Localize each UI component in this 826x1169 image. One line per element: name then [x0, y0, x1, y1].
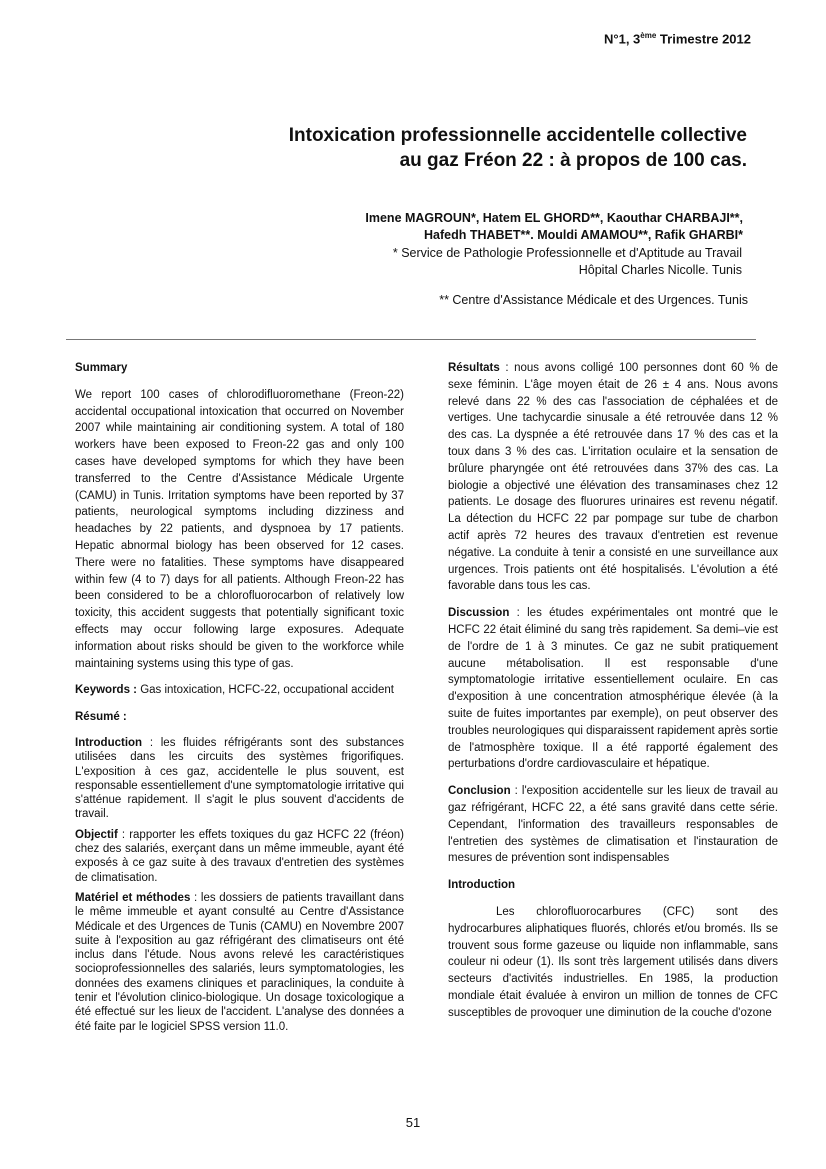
summary-text: We report 100 cases of chlorodifluoromethane (Freon-22) accidental occupational intoxication that occurred on November 2007 while maintaining air conditioning system. A total of 180 workers have been exposed to Freon-22 gas and only 100 cases have developed symptoms for which they have been transferred to the Centre d'Assistance Médicale Urgente (CAMU) in Tunis. Irritation symptoms have been reported by 37 patients, neurological symptoms including dizziness and headaches by 22 patients, and dyspnoea by 17 patients. Hepatic abnormal biology has been observed for 12 cases. There were no fatalities. These symptoms have disappeared within few (4 to 7) days for all patients. Although Freon-22 has been considered to be a chlorofluorocarbon of relatively low toxicity, this accident suggests that potentially significant toxic effects may occur following large exposures. Adequate information about risks should be given to the workforce while maintaining systems using this type of gas. — [75, 388, 404, 670]
author-list: Imene MAGROUN*, Hatem EL GHORD**, Kaouthar CHARBAJI**, Hafedh THABET**. Mouldi AMAMOU**, Rafik GHARBI* — [365, 211, 743, 242]
keywords: Keywords : Gas intoxication, HCFC-22, occupational accident — [75, 684, 394, 697]
title-line-2: au gaz Fréon 22 : à propos de 100 cas. — [399, 150, 747, 171]
summary-heading: Summary — [75, 362, 128, 374]
resume-introduction: Introduction : les fluides réfrigérants sont des substances utilisées dans les circuits des systèmes frigorifiques. L'exposition à ces gaz, accidentelle le plus souvent, est responsable essentiellement d'une symptomatologie irritative qui s'atténue rapidement. Il s'agit le plus souvent d'accidents de travail. — [75, 736, 404, 821]
issue-number: N°1, 3ème Trimestre 2012 — [604, 31, 751, 47]
page-number: 51 — [405, 1115, 421, 1130]
left-column — [75, 360, 404, 1040]
section-divider — [66, 339, 756, 340]
resume-methodes: Matériel et méthodes : les dossiers de patients travaillant dans le même immeuble et ayant consulté au Centre d'Assistance Médicale et des Urgences de Tunis (CAMU) en Novembre 2007 suite à l'exposition au gaz réfrigérant des climatiseurs ont été inclus dans l'étude. Nous avons relevé les caractéristiques socioprofessionnelles des salariés, leurs symptomatologies, les données des examens cliniques et paracliniques, la conduite à tenir et l'évolution clinico-biologique. Un dosage toxicologique a été effectué sur les lieux de l'accident. L'analyse des données a été faite par le logiciel SPSS version 11.0. — [75, 891, 404, 1033]
article-title — [147, 123, 747, 173]
right-column — [448, 360, 778, 1031]
affiliation-1: * Service de Pathologie Professionnelle et d'Aptitude au Travail Hôpital Charles Nicolle. Tunis — [392, 246, 742, 277]
introduction-heading: Introduction — [448, 879, 516, 892]
resume-objectif: Objectif : rapporter les effets toxiques du gaz HCFC 22 (fréon) chez des salariés, exerçant dans un même immeuble, ayant été exposés à ce gaz suite à des travaux d'entretien des systèmes de climatisation. — [75, 828, 404, 884]
resume-resultats: Résultats : nous avons colligé 100 personnes dont 60 % de sexe féminin. L'âge moyen était de 26 ± 4 ans. Nous avons relevé dans 22 % des cas l'association de céphalées et de vertiges. Une tachycardie sinusale a été retrouvée dans 12 % des cas. La dyspnée a été retrouvée dans 17 % des cas et la toux dans 3 % des cas. L'irritation oculaire et la sensation de brûlure pharyngée ont été retrouvées dans 37% des cas. La biologie a objectivé une élévation des transaminases chez 12 patients. Le dosage des fluorures urinaires est revenu négatif. La détection du HCFC 22 par pompage sur tube de charbon actif après 72 heures des travaux d'entretien est revenue négative. La conduite à tenir a consisté en une surveillance aux urgences. Trois patients ont été hospitalisés. L'évolution a été favorable dans tous les cas. — [448, 362, 778, 593]
introduction-text: Les chlorofluorocarbures (CFC) sont des hydrocarbures aliphatiques fluorés, chlorés et/ou bromés. Ils se trouvent sous forme gazeuse ou liquide non inflammable, sans couleur ni odeur (1). Ils sont très largement utilisés dans divers secteurs d'activités industrielles. En 1985, la production mondiale était évaluée à environ un million de tonnes de CFC susceptibles de provoquer une diminution de la couche d'ozone — [448, 905, 778, 1019]
resume-heading: Résumé : — [75, 711, 127, 724]
title-line-1: Intoxication professionnelle accidentelle collective — [288, 125, 747, 146]
affiliation-2: ** Centre d'Assistance Médicale et des Urgences. Tunis — [439, 293, 748, 307]
resume-discussion: Discussion : les études expérimentales ont montré que le HCFC 22 était éliminé du sang très rapidement. Sa demi–vie est de l'ordre de 1 à 3 minutes. Ce gaz ne subit pratiquement aucune métabolisation. Il est responsable d'une symptomatologie irritative essentiellement oculaire. En cas d'exposition à une concentration atmosphérique élevée (à la suite de fuites importantes par exemple), on peut observer des troubles neurologiques qui disparaissent rapidement après sortie de l'atmosphère toxique. Il a été rapporté également des perturbations d'ordre cardiovasculaire et hépatique. — [448, 607, 778, 771]
resume-conclusion: Conclusion : l'exposition accidentelle sur les lieux de travail au gaz réfrigérant, HCFC 22, a été sans gravité dans cette série. Cependant, l'information des travailleurs responsables de l'entretien des systèmes de climatisation et l'instauration de mesures de prévention sont indispensables — [448, 785, 778, 865]
